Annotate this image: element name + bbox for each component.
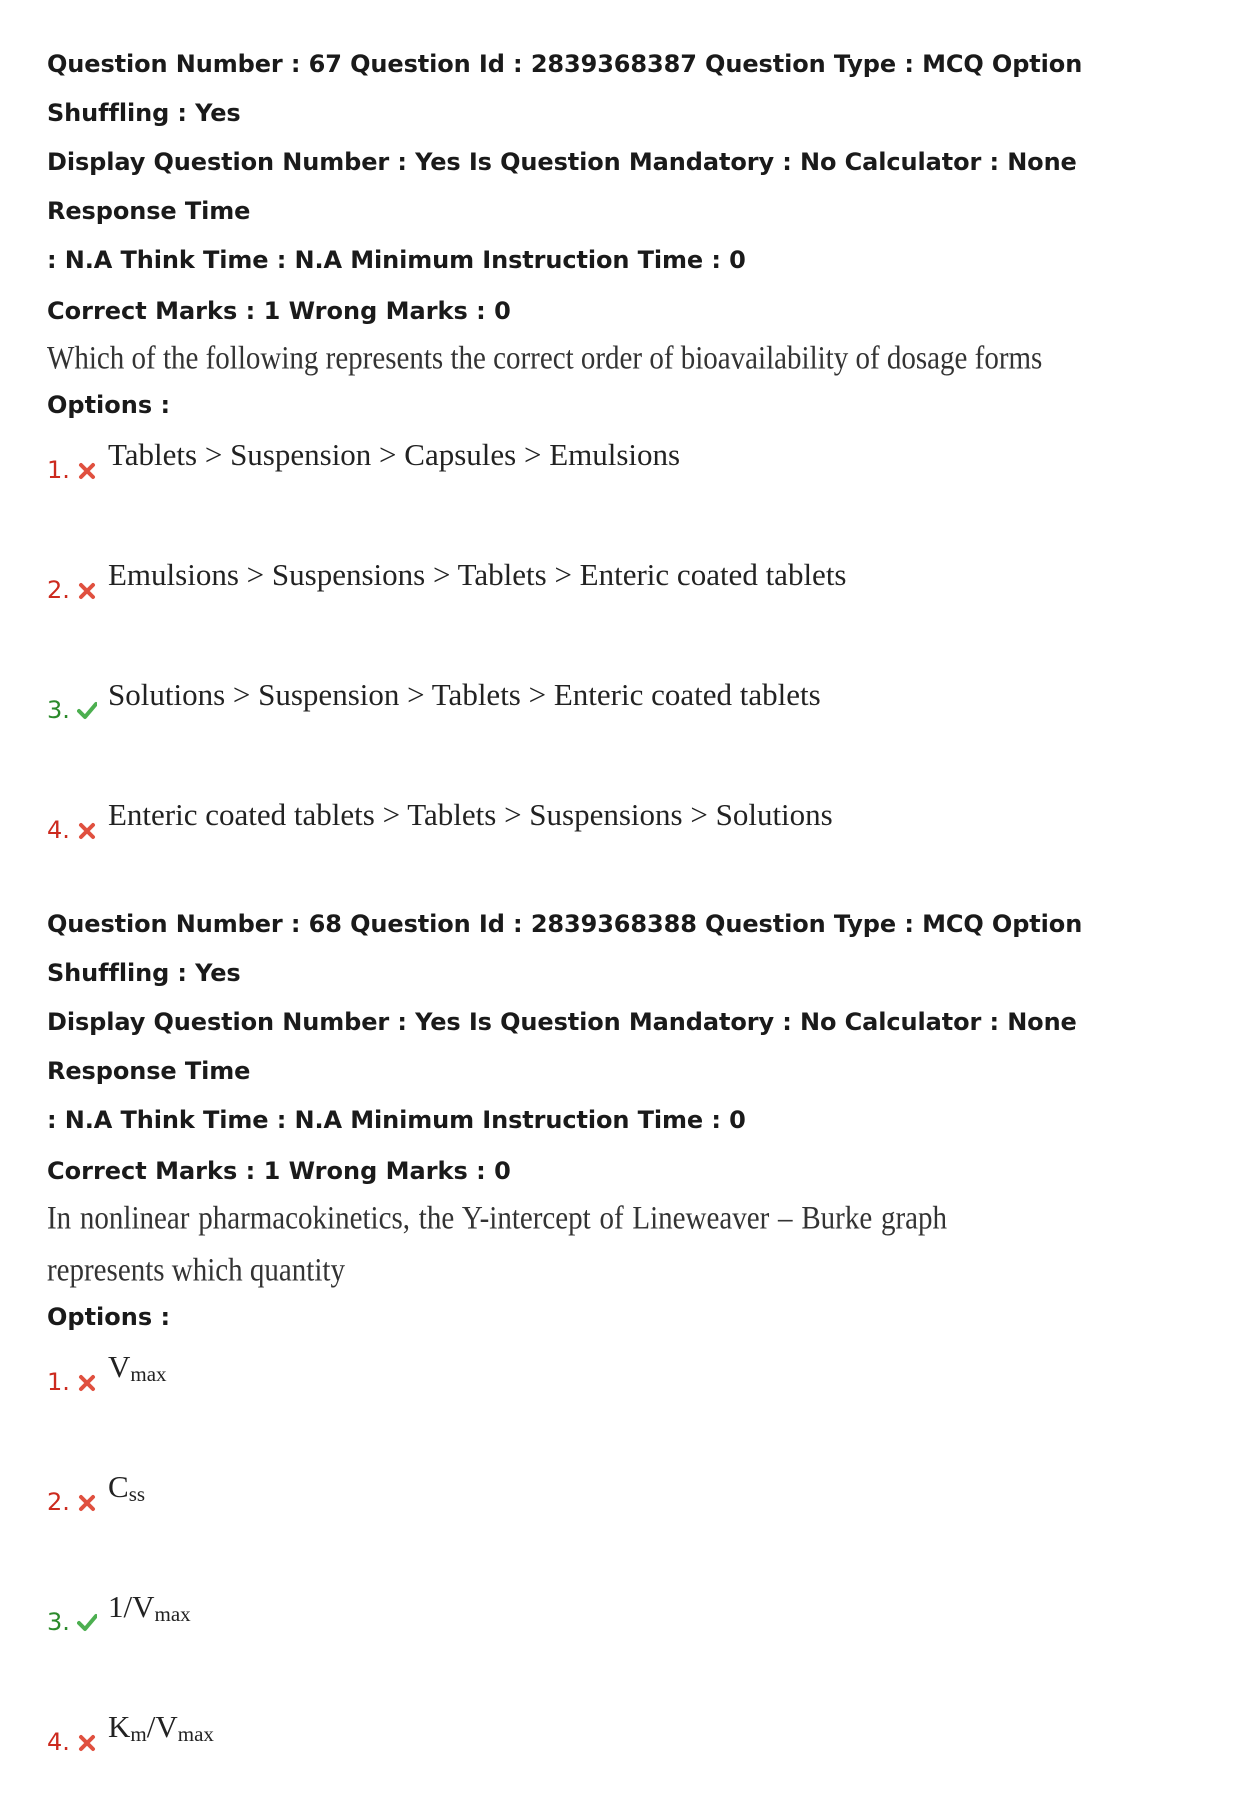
question-meta-line: : N.A Think Time : N.A Minimum Instruction Time : 0 [47, 1106, 746, 1134]
option-main: C [108, 1469, 129, 1504]
marks-line: Correct Marks : 1 Wrong Marks : 0 [47, 1157, 511, 1185]
question-67 [47, 40, 1207, 905]
option-number: 2. [47, 1488, 70, 1516]
option-3 [47, 1577, 1207, 1697]
cross-icon [77, 1731, 97, 1753]
option-text: Tablets > Suspension > Capsules > Emulsions [108, 437, 681, 472]
option-main: /V [146, 1709, 178, 1744]
cross-icon [77, 1491, 97, 1513]
question-text: represents which quantity [47, 1252, 345, 1289]
option-text: Enteric coated tablets > Tablets > Suspensions > Solutions [108, 797, 833, 832]
option-number: 3. [47, 696, 70, 724]
option-text [108, 1707, 214, 1754]
option-2 [47, 545, 1207, 665]
options-label: Options : [47, 1303, 171, 1331]
question-text: Which of the following represents the correct order of bioavailability of dosage forms [47, 340, 1043, 377]
question-meta-line: Display Question Number : Yes Is Question Mandatory : No Calculator : None Response Time [47, 1008, 1077, 1085]
option-number: 3. [47, 1608, 70, 1636]
question-meta-line: Display Question Number : Yes Is Question Mandatory : No Calculator : None Response Time [47, 148, 1077, 225]
option-subscript: max [130, 1362, 167, 1386]
option-1 [47, 425, 1207, 545]
question-meta-line: Question Number : 67 Question Id : 2839368387 Question Type : MCQ Option Shuffling : Yes [47, 50, 1083, 127]
question-68 [47, 900, 1207, 1817]
option-text: Solutions > Suspension > Tablets > Enteric coated tablets [108, 677, 821, 712]
cross-icon [77, 1371, 97, 1393]
option-main: V [108, 1349, 131, 1384]
option-subscript: m [130, 1722, 147, 1746]
cross-icon [77, 579, 97, 601]
option-3 [47, 665, 1207, 785]
option-number: 4. [47, 816, 70, 844]
option-text [108, 1467, 145, 1514]
check-icon [77, 699, 97, 721]
option-subscript: ss [128, 1482, 146, 1506]
option-number: 1. [47, 456, 70, 484]
option-number: 1. [47, 1368, 70, 1396]
question-text: In nonlinear pharmacokinetics, the Y-intercept of Lineweaver – Burke graph [47, 1200, 947, 1237]
marks-line: Correct Marks : 1 Wrong Marks : 0 [47, 297, 511, 325]
cross-icon [77, 459, 97, 481]
option-4 [47, 785, 1207, 905]
option-text: Emulsions > Suspensions > Tablets > Enteric coated tablets [108, 557, 847, 592]
check-icon [77, 1611, 97, 1633]
option-4 [47, 1697, 1207, 1817]
question-meta-line: Question Number : 68 Question Id : 2839368388 Question Type : MCQ Option Shuffling : Yes [47, 910, 1083, 987]
option-number: 2. [47, 576, 70, 604]
option-main: 1/V [108, 1589, 155, 1624]
option-1 [47, 1337, 1207, 1457]
option-subscript: max [177, 1722, 214, 1746]
cross-icon [77, 819, 97, 841]
option-number: 4. [47, 1728, 70, 1756]
question-meta-line: : N.A Think Time : N.A Minimum Instruction Time : 0 [47, 246, 746, 274]
option-main: K [108, 1709, 131, 1744]
option-text [108, 1347, 167, 1394]
option-2 [47, 1457, 1207, 1577]
option-text [108, 1587, 191, 1634]
options-label: Options : [47, 391, 171, 419]
option-subscript: max [154, 1602, 191, 1626]
